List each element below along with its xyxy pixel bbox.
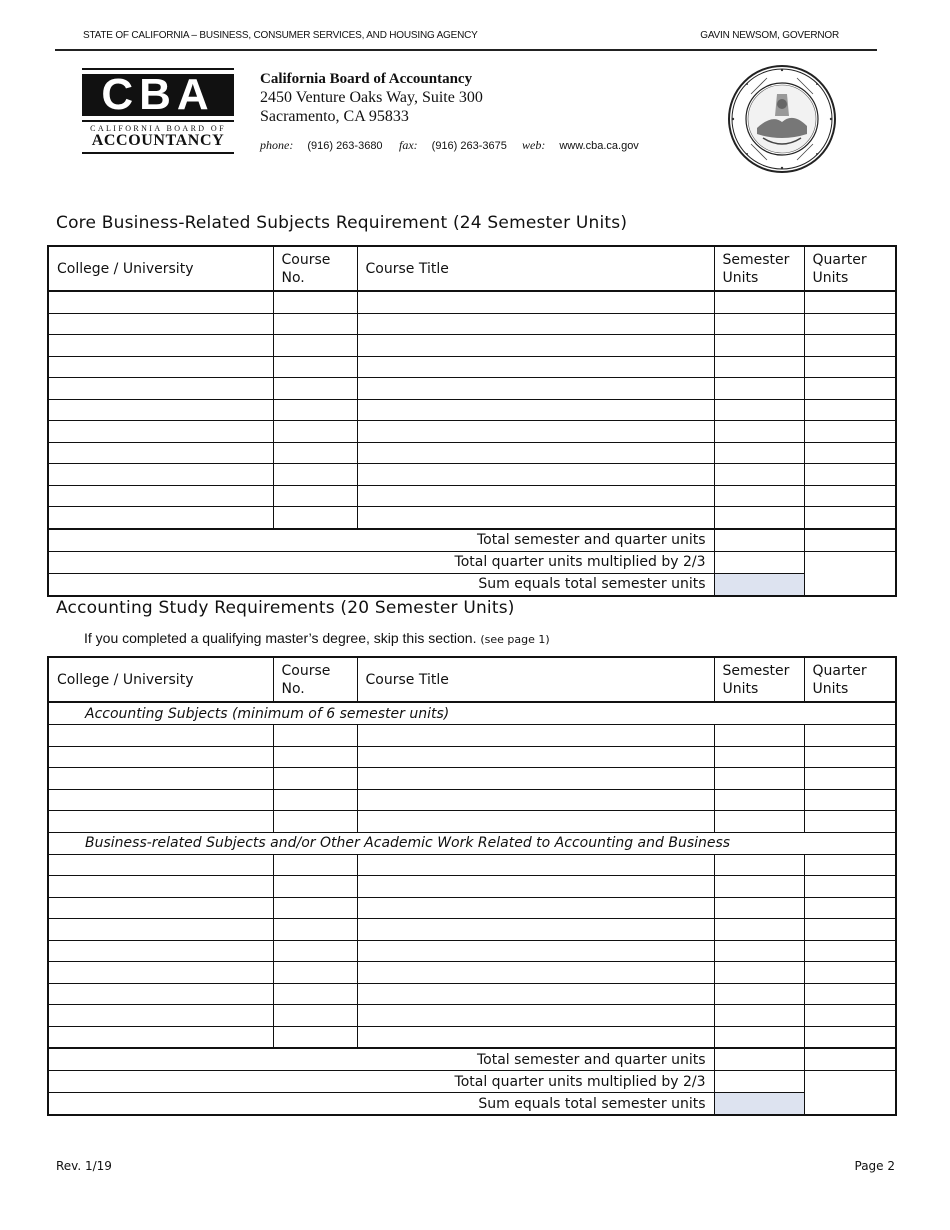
quarter-units-cell[interactable] — [804, 983, 896, 1005]
quarter-units-cell[interactable] — [804, 768, 896, 790]
sum-semester-cell[interactable] — [714, 1093, 804, 1116]
core-subjects-table — [47, 245, 897, 597]
course-title-cell[interactable] — [357, 485, 714, 507]
college-cell[interactable] — [48, 442, 273, 464]
course-title-cell[interactable] — [357, 897, 714, 919]
college-cell[interactable] — [48, 962, 273, 984]
course-title-cell[interactable] — [357, 442, 714, 464]
core-entry-rows — [48, 291, 896, 529]
semester-units-cell[interactable] — [714, 442, 804, 464]
table-row — [48, 464, 896, 486]
course-title-cell[interactable] — [357, 725, 714, 747]
quarter-units-cell[interactable] — [804, 442, 896, 464]
table-row — [48, 811, 896, 833]
multiplied-label: Total quarter units multiplied by 2/3 — [48, 1071, 714, 1093]
course-no-cell[interactable] — [273, 399, 357, 421]
course-no-cell[interactable] — [273, 1026, 357, 1048]
col-quarter — [804, 246, 896, 291]
semester-units-cell[interactable] — [714, 854, 804, 876]
header-rule — [55, 49, 877, 51]
semester-units-cell[interactable] — [714, 291, 804, 313]
quarter-units-cell[interactable] — [804, 789, 896, 811]
college-cell[interactable] — [48, 876, 273, 898]
quarter-units-cell[interactable] — [804, 811, 896, 833]
course-no-cell[interactable] — [273, 746, 357, 768]
logo-line2: ACCOUNTANCY — [91, 132, 225, 149]
col-semester-line1: Semester — [722, 662, 790, 679]
college-cell[interactable] — [48, 789, 273, 811]
college-cell[interactable] — [48, 940, 273, 962]
semester-units-cell[interactable] — [714, 399, 804, 421]
semester-units-cell[interactable] — [714, 1026, 804, 1048]
table-row — [48, 356, 896, 378]
total-label: Total semester and quarter units — [48, 1048, 714, 1071]
college-cell[interactable] — [48, 507, 273, 529]
org-address — [260, 70, 483, 126]
section2-note-ref: (see page 1) — [480, 633, 550, 646]
col-course-no — [273, 246, 357, 291]
col-semester — [714, 246, 804, 291]
total-row — [48, 1048, 896, 1071]
sum-row — [48, 573, 896, 596]
accounting-study-table — [47, 656, 897, 1116]
course-title-cell[interactable] — [357, 919, 714, 941]
semester-units-cell[interactable] — [714, 421, 804, 443]
course-title-cell[interactable] — [357, 313, 714, 335]
fax-label: fax: — [399, 138, 418, 152]
quarter-units-cell[interactable] — [804, 313, 896, 335]
business-entry-rows — [48, 854, 896, 1048]
semester-units-cell[interactable] — [714, 746, 804, 768]
total-quarter-cell[interactable] — [804, 1048, 896, 1071]
quarter-units-cell[interactable] — [804, 854, 896, 876]
web-info — [522, 138, 639, 153]
col-course-no-line2: No. — [281, 269, 305, 286]
course-title-cell[interactable] — [357, 768, 714, 790]
total-semester-cell[interactable] — [714, 529, 804, 552]
course-no-cell[interactable] — [273, 442, 357, 464]
logo-rule-bottom — [82, 152, 234, 154]
quarter-units-cell[interactable] — [804, 876, 896, 898]
quarter-units-cell[interactable] — [804, 962, 896, 984]
col-quarter-line2: Units — [812, 269, 849, 286]
course-no-cell[interactable] — [273, 378, 357, 400]
college-cell[interactable] — [48, 746, 273, 768]
college-cell[interactable] — [48, 313, 273, 335]
course-no-cell[interactable] — [273, 811, 357, 833]
section2-title: Accounting Study Requirements (20 Semester Units) — [56, 598, 515, 618]
logo-line1: CALIFORNIA BOARD OF — [90, 124, 226, 133]
col-semester-line2: Units — [722, 269, 759, 286]
college-cell[interactable] — [48, 1005, 273, 1027]
fax-info — [399, 138, 507, 153]
course-title-cell[interactable] — [357, 507, 714, 529]
col-quarter-line1: Quarter — [812, 662, 867, 679]
college-cell[interactable] — [48, 768, 273, 790]
college-cell[interactable] — [48, 854, 273, 876]
col-semester-line2: Units — [722, 680, 759, 697]
table-row — [48, 1005, 896, 1027]
table-row — [48, 335, 896, 357]
college-cell[interactable] — [48, 983, 273, 1005]
multiplied-semester-cell[interactable] — [714, 551, 804, 573]
table-row — [48, 378, 896, 400]
sum-semester-cell[interactable] — [714, 573, 804, 596]
sum-label: Sum equals total semester units — [48, 573, 714, 596]
department-seal-icon — [727, 64, 837, 174]
multiplied-label: Total quarter units multiplied by 2/3 — [48, 551, 714, 573]
org-name: California Board of Accountancy — [260, 71, 473, 87]
total-row — [48, 529, 896, 552]
table-row — [48, 940, 896, 962]
semester-units-cell[interactable] — [714, 464, 804, 486]
table-row — [48, 399, 896, 421]
col-quarter-line1: Quarter — [812, 251, 867, 268]
quarter-units-cell[interactable] — [804, 399, 896, 421]
course-title-cell[interactable] — [357, 962, 714, 984]
table-row — [48, 313, 896, 335]
college-cell[interactable] — [48, 811, 273, 833]
semester-units-cell[interactable] — [714, 876, 804, 898]
empty-quarter-cell — [804, 1071, 896, 1116]
business-subheader: Business-related Subjects and/or Other Academic Work Related to Accounting and Business — [48, 832, 896, 854]
course-title-cell[interactable] — [357, 399, 714, 421]
cba-logo — [82, 68, 234, 154]
college-cell[interactable] — [48, 335, 273, 357]
phone-number: (916) 263-3680 — [307, 140, 383, 152]
course-title-cell[interactable] — [357, 291, 714, 313]
total-quarter-cell[interactable] — [804, 529, 896, 552]
college-cell[interactable] — [48, 464, 273, 486]
table-row — [48, 854, 896, 876]
table-row — [48, 746, 896, 768]
college-cell[interactable] — [48, 897, 273, 919]
course-no-cell[interactable] — [273, 854, 357, 876]
quarter-units-cell[interactable] — [804, 919, 896, 941]
course-title-cell[interactable] — [357, 876, 714, 898]
table-row — [48, 789, 896, 811]
college-cell[interactable] — [48, 1026, 273, 1048]
semester-units-cell[interactable] — [714, 507, 804, 529]
college-cell[interactable] — [48, 485, 273, 507]
quarter-units-cell[interactable] — [804, 1026, 896, 1048]
table-row — [48, 442, 896, 464]
accounting-subheader: Accounting Subjects (minimum of 6 semester units) — [48, 702, 896, 725]
sum-label: Sum equals total semester units — [48, 1093, 714, 1116]
table-row — [48, 962, 896, 984]
course-no-cell[interactable] — [273, 291, 357, 313]
semester-units-cell[interactable] — [714, 1005, 804, 1027]
quarter-units-cell[interactable] — [804, 291, 896, 313]
quarter-units-cell[interactable] — [804, 746, 896, 768]
course-no-cell[interactable] — [273, 962, 357, 984]
col-college: College / University — [48, 657, 273, 702]
quarter-units-cell[interactable] — [804, 1005, 896, 1027]
course-title-cell[interactable] — [357, 421, 714, 443]
semester-units-cell[interactable] — [714, 356, 804, 378]
course-no-cell[interactable] — [273, 983, 357, 1005]
section1-title: Core Business-Related Subjects Requirement (24 Semester Units) — [56, 213, 628, 233]
col-course-no-line1: Course — [281, 251, 331, 268]
logo-rule-mid — [82, 120, 234, 122]
quarter-units-cell[interactable] — [804, 940, 896, 962]
logo-letters: CBA — [82, 74, 234, 116]
course-title-cell[interactable] — [357, 1005, 714, 1027]
empty-quarter-cell — [804, 551, 896, 596]
semester-units-cell[interactable] — [714, 897, 804, 919]
semester-units-cell[interactable] — [714, 789, 804, 811]
course-no-cell[interactable] — [273, 421, 357, 443]
semester-units-cell[interactable] — [714, 313, 804, 335]
course-no-cell[interactable] — [273, 313, 357, 335]
course-title-cell[interactable] — [357, 1026, 714, 1048]
col-course-no — [273, 657, 357, 702]
course-title-cell[interactable] — [357, 983, 714, 1005]
col-course-no-line1: Course — [281, 662, 331, 679]
table-row — [48, 983, 896, 1005]
semester-units-cell[interactable] — [714, 378, 804, 400]
total-semester-cell[interactable] — [714, 1048, 804, 1071]
course-no-cell[interactable] — [273, 507, 357, 529]
course-title-cell[interactable] — [357, 378, 714, 400]
course-no-cell[interactable] — [273, 919, 357, 941]
col-quarter-line2: Units — [812, 680, 849, 697]
course-no-cell[interactable] — [273, 768, 357, 790]
course-no-cell[interactable] — [273, 897, 357, 919]
phone-info — [260, 138, 383, 153]
semester-units-cell[interactable] — [714, 811, 804, 833]
course-title-cell[interactable] — [357, 356, 714, 378]
course-title-cell[interactable] — [357, 811, 714, 833]
semester-units-cell[interactable] — [714, 335, 804, 357]
college-cell[interactable] — [48, 725, 273, 747]
agency-name: STATE OF CALIFORNIA – BUSINESS, CONSUMER SERVICES, AND HOUSING AGENCY — [83, 30, 478, 41]
agency-header — [83, 28, 876, 48]
quarter-units-cell[interactable] — [804, 421, 896, 443]
semester-units-cell[interactable] — [714, 962, 804, 984]
quarter-units-cell[interactable] — [804, 356, 896, 378]
course-title-cell[interactable] — [357, 854, 714, 876]
col-semester — [714, 657, 804, 702]
business-subheader-row — [48, 832, 896, 854]
table-row — [48, 725, 896, 747]
quarter-units-cell[interactable] — [804, 335, 896, 357]
course-no-cell[interactable] — [273, 940, 357, 962]
course-title-cell[interactable] — [357, 789, 714, 811]
college-cell[interactable] — [48, 421, 273, 443]
semester-units-cell[interactable] — [714, 485, 804, 507]
course-no-cell[interactable] — [273, 725, 357, 747]
quarter-units-cell[interactable] — [804, 897, 896, 919]
col-course-title: Course Title — [357, 246, 714, 291]
table-row — [48, 507, 896, 529]
course-title-cell[interactable] — [357, 746, 714, 768]
semester-units-cell[interactable] — [714, 725, 804, 747]
college-cell[interactable] — [48, 399, 273, 421]
semester-units-cell[interactable] — [714, 983, 804, 1005]
college-cell[interactable] — [48, 291, 273, 313]
multiplied-row — [48, 551, 896, 573]
course-no-cell[interactable] — [273, 356, 357, 378]
col-course-no-line2: No. — [281, 680, 305, 697]
course-title-cell[interactable] — [357, 335, 714, 357]
accounting-entry-rows — [48, 725, 896, 833]
web-address: www.cba.ca.gov — [559, 140, 639, 152]
course-no-cell[interactable] — [273, 464, 357, 486]
table-header-row — [48, 657, 896, 702]
semester-units-cell[interactable] — [714, 940, 804, 962]
total-label: Total semester and quarter units — [48, 529, 714, 552]
page-number: Page 2 — [854, 1159, 895, 1173]
revision-label: Rev. 1/19 — [56, 1159, 112, 1173]
multiplied-row — [48, 1071, 896, 1093]
quarter-units-cell[interactable] — [804, 464, 896, 486]
table-row — [48, 485, 896, 507]
multiplied-semester-cell[interactable] — [714, 1071, 804, 1093]
table-row — [48, 1026, 896, 1048]
quarter-units-cell[interactable] — [804, 725, 896, 747]
table-row — [48, 421, 896, 443]
course-no-cell[interactable] — [273, 876, 357, 898]
semester-units-cell[interactable] — [714, 919, 804, 941]
table-row — [48, 876, 896, 898]
section2-note-text: If you completed a qualifying master’s degree, skip this section. — [84, 630, 477, 646]
college-cell[interactable] — [48, 378, 273, 400]
table-row — [48, 897, 896, 919]
web-label: web: — [522, 138, 546, 152]
governor-name: GAVIN NEWSOM, GOVERNOR — [700, 30, 839, 41]
table-row — [48, 768, 896, 790]
course-no-cell[interactable] — [273, 485, 357, 507]
quarter-units-cell[interactable] — [804, 378, 896, 400]
quarter-units-cell[interactable] — [804, 485, 896, 507]
college-cell[interactable] — [48, 919, 273, 941]
section2-note — [84, 630, 550, 646]
semester-units-cell[interactable] — [714, 768, 804, 790]
sum-row — [48, 1093, 896, 1116]
accounting-subheader-row — [48, 702, 896, 725]
course-title-cell[interactable] — [357, 940, 714, 962]
col-course-title: Course Title — [357, 657, 714, 702]
org-address-line1: 2450 Venture Oaks Way, Suite 300 — [260, 89, 483, 106]
col-semester-line1: Semester — [722, 251, 790, 268]
col-college: College / University — [48, 246, 273, 291]
table-header-row — [48, 246, 896, 291]
table-row — [48, 919, 896, 941]
fax-number: (916) 263-3675 — [431, 140, 507, 152]
col-quarter — [804, 657, 896, 702]
course-title-cell[interactable] — [357, 464, 714, 486]
college-cell[interactable] — [48, 356, 273, 378]
phone-label: phone: — [260, 138, 294, 152]
course-no-cell[interactable] — [273, 1005, 357, 1027]
quarter-units-cell[interactable] — [804, 507, 896, 529]
table-row — [48, 291, 896, 313]
course-no-cell[interactable] — [273, 335, 357, 357]
org-address-line2: Sacramento, CA 95833 — [260, 108, 409, 125]
course-no-cell[interactable] — [273, 789, 357, 811]
